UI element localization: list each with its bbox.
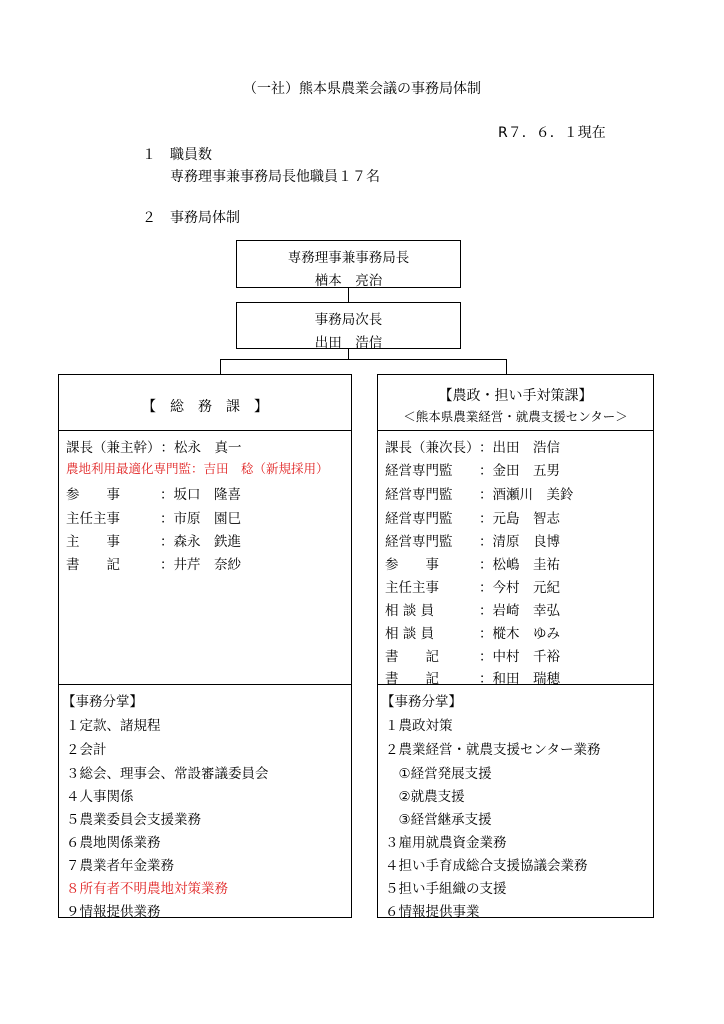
director-box	[236, 240, 461, 288]
nousei-staff-row	[385, 436, 560, 456]
soumu-staff-row	[66, 436, 242, 456]
duty-item: ②就農支援	[385, 789, 465, 805]
staff-name: ：元島 智志	[479, 511, 560, 527]
duty-item: ４担い手育成総合支援協議会業務	[385, 858, 588, 874]
staff-name: ：和田 瑞穂	[479, 671, 560, 687]
duty-item: ５担い手組織の支援	[385, 881, 507, 897]
staff-role: 経営専門監	[385, 511, 453, 527]
staff-name: ：森永 鉄進	[160, 534, 241, 550]
nousei-duties-header: 【事務分掌】	[381, 694, 462, 710]
soumu-staff-row	[66, 530, 241, 550]
soumu-header: 【 総 務 課 】	[142, 399, 268, 415]
staff-name: ：吉田 稔（新規採用）	[191, 461, 329, 476]
nousei-staff-row	[385, 530, 560, 550]
duty-item: ①経営発展支援	[385, 766, 492, 782]
staff-name: ：今村 元紀	[479, 580, 560, 596]
staff-name: ：市原 園巳	[160, 511, 241, 527]
staff-role: 経営専門監	[385, 534, 453, 550]
deputy-title: 事務局次長	[314, 312, 383, 328]
staff-role: 課長（兼主幹）	[66, 440, 161, 456]
staff-name: ：酒瀬川 美鈴	[479, 487, 574, 503]
staff-role: 相 談 員	[385, 603, 435, 619]
duty-item: ３総会、理事会、常設審議委員会	[66, 766, 269, 782]
staff-name: ：清原 良博	[479, 534, 560, 550]
duty-item: ２農業経営・就農支援センター業務	[385, 742, 601, 758]
soumu-staff-row	[66, 483, 241, 503]
staff-role: 書 記	[385, 671, 439, 687]
nousei-staff-row	[385, 667, 560, 687]
staff-role: 主 事	[66, 534, 120, 550]
duty-item: ７農業者年金業務	[66, 858, 174, 874]
duty-item: １農政対策	[385, 718, 453, 734]
soumu-divider-2	[58, 684, 352, 685]
as-of-date: R７．６．１現在	[498, 125, 606, 141]
staff-role: 農地利用最適化専門監	[66, 461, 192, 476]
staff-role: 経営専門監	[385, 463, 453, 479]
nousei-staff-row	[385, 622, 560, 642]
staff-role: 課長（兼次長）	[385, 440, 480, 456]
duty-item: ８所有者不明農地対策業務	[66, 881, 228, 897]
staff-role: 主任主事	[66, 511, 120, 527]
soumu-staff-row	[66, 459, 329, 477]
nousei-header: 【農政・担い手対策課】	[438, 388, 593, 404]
staff-role: 参 事	[66, 487, 120, 503]
staff-name: ：樅木 ゆみ	[479, 626, 560, 642]
soumu-staff-row	[66, 507, 241, 527]
duty-item: ６農地関係業務	[66, 835, 161, 851]
duty-item: ５農業委員会支援業務	[66, 812, 201, 828]
duty-item: １定款、諸規程	[66, 718, 161, 734]
staff-role: 参 事	[385, 557, 439, 573]
staff-name: ：出田 浩信	[479, 440, 560, 456]
section1-heading: １ 職員数	[142, 147, 212, 163]
duty-item: ６情報提供事業	[385, 904, 480, 920]
nousei-staff-row	[385, 576, 560, 596]
page-title: （一社）熊本県農業会議の事務局体制	[243, 81, 481, 97]
connector-director-deputy	[348, 288, 349, 302]
deputy-box	[236, 302, 461, 349]
nousei-staff-row	[385, 459, 560, 479]
soumu-divider-1	[58, 430, 352, 431]
nousei-divider-1	[377, 430, 654, 431]
staff-name: ：金田 五男	[479, 463, 560, 479]
director-title: 専務理事兼事務局長	[287, 250, 410, 266]
connector-branch	[220, 359, 506, 360]
staff-role: 相 談 員	[385, 626, 435, 642]
section2-heading: ２ 事務局体制	[142, 210, 240, 226]
section1-text: 専務理事兼事務局長他職員１７名	[170, 169, 380, 185]
soumu-staff-row	[66, 553, 241, 573]
deputy-name: 出田 浩信	[314, 335, 383, 351]
staff-name: ：中村 千裕	[479, 649, 560, 665]
nousei-staff-row	[385, 553, 560, 573]
nousei-subheader: ＜熊本県農業経営・就農支援センター＞	[403, 409, 628, 424]
duty-item: ３雇用就農資金業務	[385, 835, 507, 851]
nousei-staff-row	[385, 507, 560, 527]
staff-role: 書 記	[66, 557, 120, 573]
duty-item: ２会計	[66, 742, 107, 758]
staff-role: 主任主事	[385, 580, 439, 596]
staff-name: ：井芹 奈紗	[160, 557, 241, 573]
staff-name: ：岩崎 幸弘	[479, 603, 560, 619]
staff-name: ：松嶋 圭祐	[479, 557, 560, 573]
staff-role: 書 記	[385, 649, 439, 665]
duty-item: ③経営継承支援	[385, 812, 492, 828]
duty-item: ９情報提供業務	[66, 904, 161, 920]
connector-left-branch	[220, 359, 221, 374]
staff-name: ：松永 真一	[160, 440, 242, 456]
nousei-staff-row	[385, 645, 560, 665]
duty-item: ４人事関係	[66, 789, 134, 805]
connector-deputy-down	[348, 349, 349, 359]
soumu-duties-header: 【事務分掌】	[62, 694, 143, 710]
connector-right-branch	[506, 359, 507, 374]
nousei-staff-row	[385, 483, 574, 503]
staff-name: ：坂口 隆喜	[160, 487, 241, 503]
staff-role: 経営専門監	[385, 487, 453, 503]
nousei-staff-row	[385, 599, 560, 619]
director-name: 楢本 亮治	[314, 273, 383, 289]
